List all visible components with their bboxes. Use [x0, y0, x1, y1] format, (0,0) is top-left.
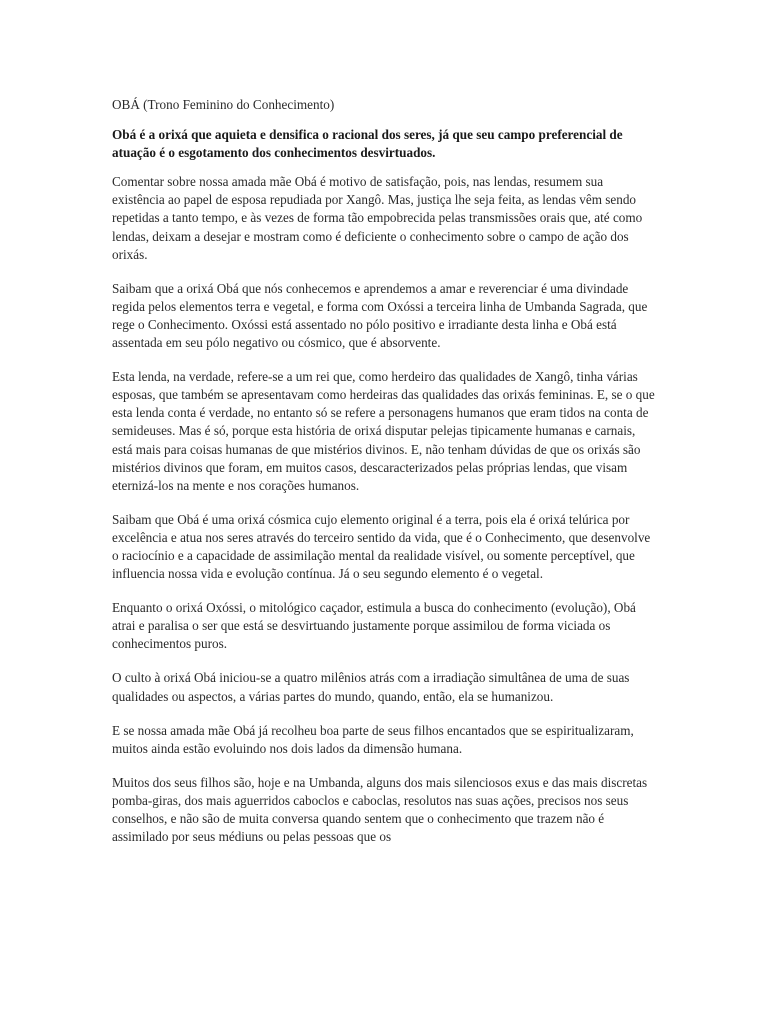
body-paragraph-8: Muitos dos seus filhos são, hoje e na Umbanda, alguns dos mais silenciosos exus e das mais discretas pomba-giras, dos mais aguerridos caboclos e caboclas, resolutos nas suas ações, precisos nos seus conselhos, e não são de muita conversa quando sentem que o conhecimento que trazem não é assimilado por seus médiuns ou pelas pessoas que os [112, 774, 648, 845]
body-paragraph-1: Comentar sobre nossa amada mãe Obá é motivo de satisfação, pois, nas lendas, resumem sua existência ao papel de esposa repudiada por Xangô. Mas, justiça lhe seja feita, as lendas vêm sendo repetidas a tanto tempo, e às vezes de forma tão empobrecida pelas transmissões orais que, até como lendas, deixam a desejar e mostram como é deficiente o conhecimento sobre o campo de ação dos orixás. [112, 174, 643, 262]
lead-paragraph: Obá é a orixá que aquieta e densifica o racional dos seres, já que seu campo preferencial de atuação é o esgotamento dos conhecimentos desvirtuados. [112, 127, 623, 161]
body-paragraph-4: Saibam que Obá é uma orixá cósmica cujo elemento original é a terra, pois ela é orixá telúrica por excelência e atua nos seres através do terceiro sentido da vida, que é o Conhecimento, que desenvolve o raciocínio e a capacidade de assimilação mental da realidade visível, ou somente perceptível, que influencia nossa vida e evolução contínua. Já o seu segundo elemento é o vegetal. [112, 511, 651, 582]
body-paragraph-5: Enquanto o orixá Oxóssi, o mitológico caçador, estimula a busca do conhecimento (evolução), Obá atrai e paralisa o ser que está se desvirtuando justamente porque assimilou de forma viciada os conhecimentos puros. [112, 600, 636, 652]
body-paragraph-7: E se nossa amada mãe Obá já recolheu boa parte de seus filhos encantados que se espiritualizaram, muitos ainda estão evoluindo nos dois lados da dimensão humana. [112, 722, 634, 756]
document-title: OBÁ (Trono Feminino do Conhecimento) [112, 97, 335, 112]
body-paragraph-6: O culto à orixá Obá iniciou-se a quatro milênios atrás com a irradiação simultânea de uma de suas qualidades ou aspectos, a várias partes do mundo, quando, então, ela se humanizou. [112, 670, 630, 704]
body-paragraph-2: Saibam que a orixá Obá que nós conhecemos e aprendemos a amar e reverenciar é uma divindade regida pelos elementos terra e vegetal, e forma com Oxóssi a terceira linha de Umbanda Sagrada, que rege o Conhecimento. Oxóssi está assentado no pólo positivo e irradiante desta linha e Obá está assentada em seu pólo negativo ou cósmico, que é absorvente. [112, 280, 648, 351]
document-body [112, 96, 657, 862]
body-paragraph-3: Esta lenda, na verdade, refere-se a um rei que, como herdeiro das qualidades de Xangô, tinha várias esposas, que também se apresentavam como herdeiras das qualidades das orixás femininas. E, se o que esta lenda conta é verdade, no entanto só se refere a personagens humanos que eram tidos na conta de semideuses. Mas é só, porque esta história de orixá disputar pelejas tipicamente humanas e carnais, está mais para coisas humanas de que mistérios divinos. E, não tenham dúvidas de que os orixás são mistérios divinos que foram, em muitos casos, descaracterizados pelas próprias lendas, que visam eternizá-los na mente e nos corações humanos. [112, 369, 655, 493]
